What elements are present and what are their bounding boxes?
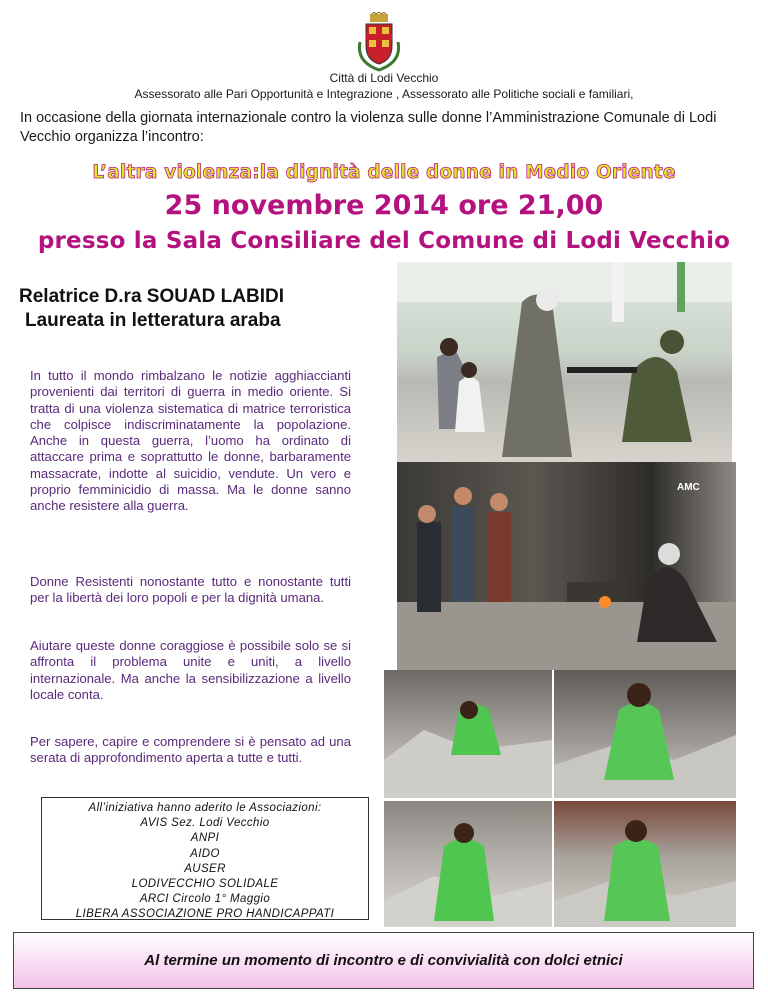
association-item: LIBERA ASSOCIAZIONE PRO HANDICAPPATI — [75, 908, 335, 921]
city-crest-logo — [354, 12, 404, 72]
photo-watermark: AMC — [677, 482, 700, 493]
paragraph-help: Aiutare queste donne coraggiose è possibile solo se si affronta il problema unite e uniti, a livello internazionale. Ma anche la sensibilizzazione a livello locale conta. — [30, 638, 351, 702]
association-item: ANPI — [190, 832, 220, 845]
speaker-title: Laureata in letteratura araba — [25, 310, 281, 331]
association-item: AIDO — [190, 847, 220, 860]
photo-girl-rubble-1 — [384, 670, 552, 798]
photo-girl-rubble-2 — [554, 670, 736, 798]
photo-girl-rubble-3 — [384, 801, 552, 927]
event-date: 25 novembre 2014 ore 21,00 — [164, 190, 604, 221]
paragraph-news: In tutto il mondo rimbalzano le notizie agghiaccianti provenienti dai territori di guerra in medio oriente. Si tratta di una violenza sistematica di matrice terroristica che colpisce indiscriminatamente la popolazione. Anche in questa guerra, l’uomo ha ordinato di attaccare prima e soprattutto le donne, barbaramente massacrate, indotte al suicidio, vendute. Un vero e proprio femminicidio di massa. Ma le donne sanno anche resistere alla guerra. — [30, 368, 351, 514]
association-item: AUSER — [184, 862, 226, 875]
association-item: AVIS Sez. Lodi Vecchio — [140, 817, 270, 830]
speaker-block — [19, 285, 284, 333]
association-item: LODIVECCHIO SOLIDALE — [131, 878, 279, 891]
event-venue: presso la Sala Consiliare del Comune di Lodi Vecchio — [37, 228, 731, 254]
associations-heading: All’iniziativa hanno aderito le Associazioni: — [88, 802, 322, 814]
council-offices: Assessorato alle Pari Opportunità e Integrazione , Assessorato alle Politiche sociali e familiari, — [134, 87, 634, 101]
city-name: Città di Lodi Vecchio — [329, 71, 439, 85]
photo-girl-rubble-4 — [554, 801, 736, 927]
paragraph-resistance: Donne Resistenti nonostante tutto e nonostante tutti per la libertà dei loro popoli e per la dignità umana. — [30, 574, 351, 606]
footer-banner: Al termine un momento di incontro e di convivialità con dolci etnici — [13, 932, 754, 989]
photo-soldier-children — [397, 262, 732, 462]
associations-box — [41, 797, 369, 920]
event-title: L’altra violenza:la dignità delle donne in Medio Oriente — [92, 162, 676, 183]
association-item: ARCI Circolo 1° Maggio — [139, 893, 271, 906]
intro-text: In occasione della giornata internazionale contro la violenza sulle donne l’Amministrazione Comunale di Lodi Vecchio organizza l’incontro: — [20, 110, 717, 145]
photo-family-cooking — [397, 462, 736, 670]
speaker-name: Relatrice D.ra SOUAD LABIDI — [19, 286, 285, 307]
paragraph-invitation: Per sapere, capire e comprendere si è pensato ad una serata di approfondimento aperta a tutte e tutti. — [30, 734, 351, 766]
